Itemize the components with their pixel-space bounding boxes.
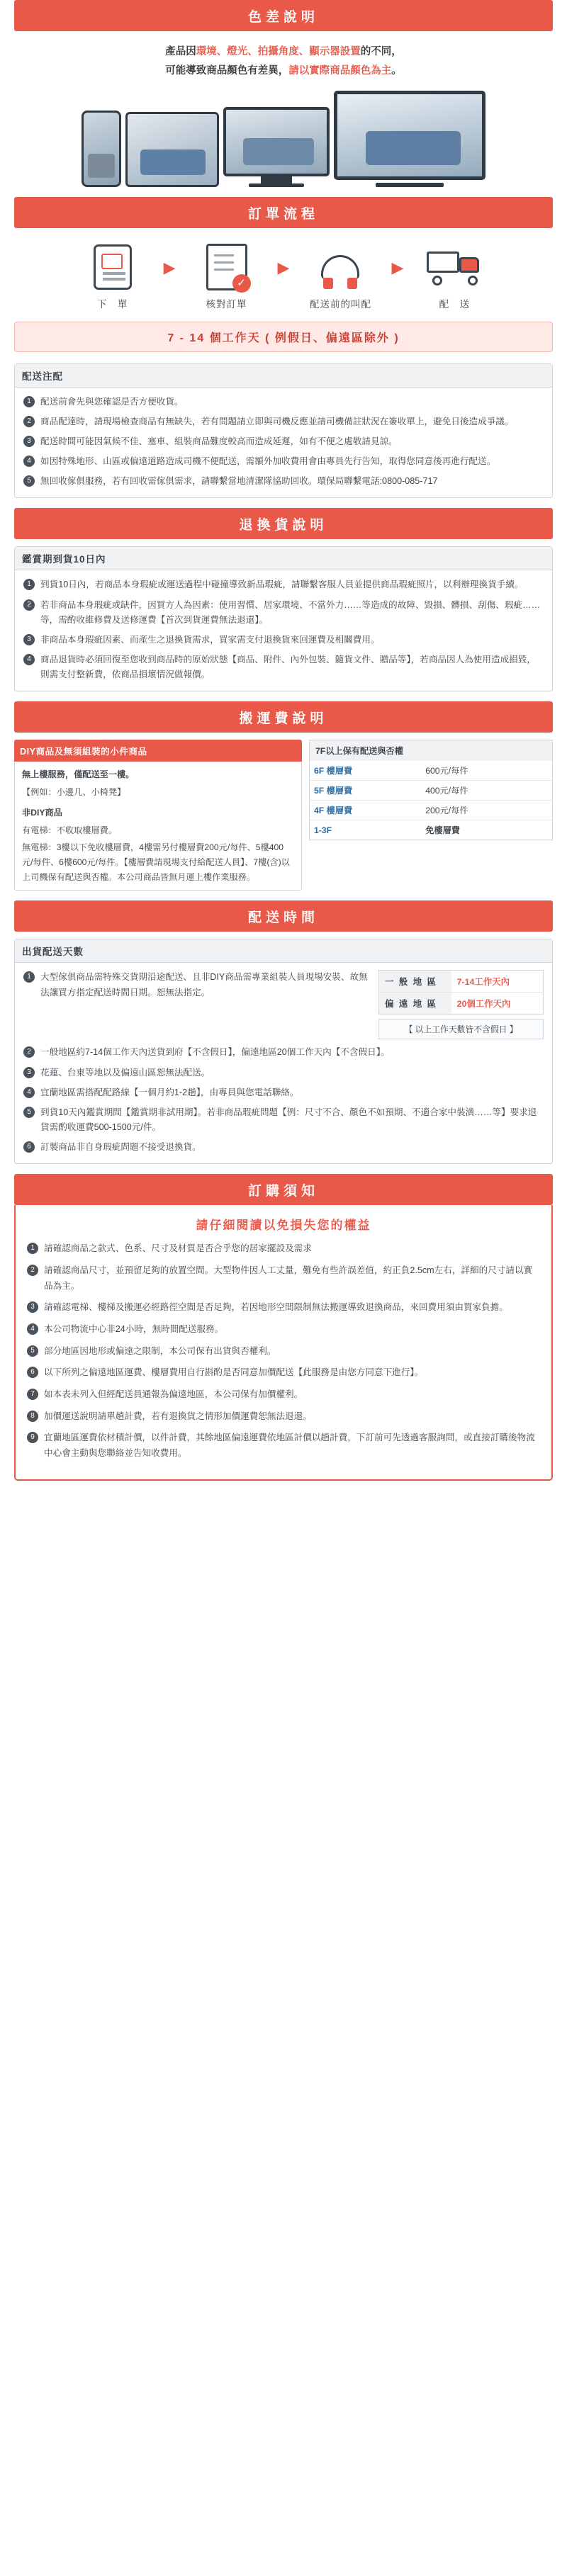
floor-fee: 200元/每件 [421,801,552,820]
list-item [27,1263,540,1294]
list-text: 花蓮、台東等地以及偏遠山區恕無法配送。 [40,1067,210,1078]
section-title-shipping-fee: 搬運費說明 [14,701,553,733]
list-text: 訂製商品非自身瑕疵問題不接受退換貨。 [40,1142,201,1153]
lead-time-banner: 7 - 14 個工作天 ( 例假日、偏遠區除外 ) [14,322,553,352]
monitor-icon [223,107,330,187]
list-number: 2 [27,1265,38,1276]
color-line2-b: 。 [391,64,402,77]
list-item [23,1140,544,1155]
truck-icon [427,249,482,286]
list-item [23,598,544,628]
color-line2-a: 可能導致商品顏色有差異， [165,64,289,77]
list-number: 1 [23,971,35,983]
delivery-time-box-title: 出貨配送天數 [15,939,552,963]
list-number: 3 [27,1301,38,1313]
shipping-rules-box [14,363,553,499]
shipping-rules-list [23,395,544,490]
list-item [23,1085,544,1100]
list-item [27,1300,540,1316]
list-item [27,1344,540,1360]
shipping-rules-title: 配送注配 [15,364,552,388]
flow-step-order [64,241,161,310]
section-title-returns: 退換貨說明 [14,508,553,539]
table-row [309,820,552,840]
cart-icon [94,244,132,290]
list-text: 到貨10日內，若商品本身瑕疵或運送過程中碰撞導致新品瑕疵，請聯繫客服人員並提供商品瑕疵照片，以利辦理換貨手續。 [40,580,524,590]
section-title-color-notice: 色差說明 [14,0,553,31]
list-text: 本公司物流中心非24小時，無時間配送服務。 [44,1324,224,1335]
tv-icon [334,91,485,187]
list-item [27,1241,540,1257]
list-text: 以下所列之偏遠地區運費、樓層費用自行斟酌是否同意加價配送【此服務是由您方同意下進行】。 [44,1367,424,1378]
table-row [379,993,544,1015]
list-text: 宜蘭地區需搭配配路線【一個月約1-2趟】，由專員與您電話聯絡。 [40,1087,299,1097]
list-text: 請確認商品尺寸，並預留足夠的放置空間。大型物件因人工丈量，難免有些許誤差值，約正負2.5cm左右，詳細的尺寸請以實品為主。 [44,1265,533,1291]
list-text: 商品退貨時必須回復至您收到商品時的原始狀態【商品、附件、內外包裝、隨貨文件、贈品等】，若商品因人為使用造成損毀，則需支付整新費，依商品損壞情況做報價。 [40,655,536,680]
fee-diy-head: DIY商品及無須組裝的小件商品 [14,740,302,762]
list-number: 9 [27,1432,38,1443]
flow-step-label: 核對訂單 [206,298,247,310]
list-text: 宜蘭地區運費依材積計價，以件計費，其餘地區偏遠運費依地區計價以趟計費，下訂前可先透過客服詢問，或直接訂購後物流中心會主動與您聯絡並告知收費用。 [44,1433,535,1458]
section-title-delivery-time: 配送時間 [14,900,553,932]
list-number: 5 [23,1107,35,1118]
list-item [23,577,544,592]
flow-arrow-icon: ▶ [277,258,290,276]
delivery-time-list [23,970,370,1000]
list-text: 大型傢俱商品需特殊交貨期沿途配送、且非DIY商品需專業組裝人員現場安裝、故無法讓買方指定配送時間日期。恕無法指定。 [40,972,368,998]
list-number: 6 [23,1141,35,1153]
shipping-fee-tables [14,740,553,891]
list-text: 如因特殊地形、山區或偏遠道路造成司機不便配送，需額外加收費用會由專員先行告知，取得您同意後再進行配送。 [40,456,496,467]
section-title-order-flow: 訂單流程 [14,197,553,228]
list-number: 4 [23,456,35,467]
color-line1-a: 產品因 [165,46,196,57]
delivery-time-box [14,939,553,1164]
list-item [23,434,544,449]
list-item [23,653,544,682]
list-text: 到貨10天內鑑賞期間【鑑賞期非試用期】。若非商品瑕疵問題【例：尺寸不合、顏色不如預期、不適合家中裝潢……等】要求退貨需酌收運費500-1500元/件。 [40,1107,537,1133]
tablet-icon [125,112,219,187]
list-item [27,1409,540,1425]
list-text: 商品配達時，請現場檢查商品有無缺失，若有問題請立即與司機反應並請司機備註狀況在簽收單上，避免日後造成爭議。 [40,416,514,426]
table-row [309,781,552,801]
floor-fee: 400元/每件 [421,781,552,801]
flow-arrow-icon: ▶ [163,258,176,276]
fee-diy-p1: 無上樓服務，僅配送至一樓。 [22,769,135,780]
list-number: 3 [23,436,35,447]
list-text: 請確認商品之款式、色系、尺寸及材質是否合乎您的居家擺設及需求 [44,1243,312,1254]
fee-left-column [14,740,302,891]
flow-step-call [292,241,388,310]
list-number: 2 [23,1046,35,1058]
region-lead-time-note: 【 以上工作天數皆不含假日 】 [378,1019,544,1039]
region-label: 偏 遠 地 區 [379,993,451,1015]
floor-label: 4F 樓層費 [309,801,421,820]
list-number: 1 [23,579,35,590]
list-item [23,414,544,429]
region-label: 一 般 地 區 [379,971,451,993]
region-lead-time-table [378,970,544,1015]
floor-label: 5F 樓層費 [309,781,421,801]
list-item [23,474,544,489]
returns-box-title: 鑑賞期到貨10日內 [15,547,552,570]
list-text: 加價運送說明請單趟計費，若有退換貨之情形加價運費恕無法退還。 [44,1411,312,1421]
region-value: 7-14工作天內 [451,971,544,993]
order-notice-heading: 請仔細閱讀以免損失您的權益 [196,1219,371,1233]
flow-step-verify [179,241,275,310]
table-row [379,971,544,993]
section-title-order-notice: 訂購須知 [14,1174,553,1205]
delivery-time-list-rest [23,1045,544,1155]
list-number: 7 [27,1389,38,1400]
phone-call-icon [318,247,362,288]
list-text: 若非商品本身瑕疵或缺件，因買方人為因素：使用習慣、居家環境、不當外力……等造成的故障、毀損、髒損、刮傷、瑕疵……等，需酌收維修費及送修運費【首次到貨運費無法退還】。 [40,599,541,625]
list-item [23,970,370,1000]
list-item [23,1066,544,1080]
color-line2-highlight: 請以實際商品顏色為主 [288,64,392,77]
fee-nondiy-p3: 有電梯：不收取樓層費。 [22,825,118,835]
table-row [309,801,552,820]
list-item [23,395,544,409]
flow-step-delivery [406,241,503,310]
flow-step-label: 配 送 [439,298,471,310]
list-item [27,1365,540,1381]
list-text: 配送時間可能因氣候不佳、塞車、組裝商品難度較高而造成延遲，如有不便之處敬請見諒。 [40,436,398,446]
fee-right-column [309,740,553,891]
list-text: 無回收傢俱服務，若有回收需傢俱需求，請聯繫當地清潔隊協助回收。環保局聯繫電話:0800-085-717 [40,476,438,487]
table-row [309,761,552,781]
list-text: 部分地區因地形或偏遠之限制，本公司保有出貨與否權利。 [44,1345,276,1356]
list-text: 一般地區約7-14個工作天內送貨到府【不含假日】，偏遠地區20個工作天內【不含假日】。 [40,1047,390,1058]
returns-list [23,577,544,682]
list-number: 2 [23,416,35,427]
list-number: 4 [23,654,35,665]
list-number: 1 [27,1243,38,1254]
floor-fee-head: 7F以上保有配送與否權 [309,740,553,761]
list-number: 8 [27,1411,38,1422]
list-text: 非商品本身瑕疵因素、而產生之退換貨需求，買家需支付退換貨來回運費及相關費用。 [40,634,380,645]
list-item [23,454,544,469]
list-text: 配送前會先與您確認是否方便收貨。 [40,396,184,407]
order-notice-box [14,1205,553,1480]
flow-step-label: 下 單 [96,298,128,310]
list-item [23,633,544,648]
list-number: 1 [23,396,35,407]
list-number: 3 [23,1067,35,1078]
list-text: 如本表未列入但經配送員通報為偏遠地區，本公司保有加價權利。 [44,1389,303,1400]
list-item [23,1105,544,1135]
color-line1-highlight: 環境、燈光、拍攝角度、顯示器設置 [196,46,361,57]
floor-label: 1-3F [313,825,332,835]
list-item [27,1430,540,1461]
returns-box [14,546,553,691]
phone-icon [82,111,121,187]
list-number: 6 [27,1367,38,1378]
floor-label: 6F 樓層費 [309,761,421,781]
floor-fee: 免樓層費 [425,825,460,836]
region-value: 20個工作天內 [456,999,511,1010]
fee-nondiy-p4: 無電梯：3樓以下免收樓層費，4樓需另付樓層費200元/每件、5樓400元/每件、6樓600元/每件。【樓層費請現場支付給配送人員】、7樓(含)以上司機保有配送與否權。本公司商品皆無月運上樓作業服務。 [22,842,290,882]
fee-diy-p2: 【例如：小邊几、小椅凳】 [22,787,126,798]
list-item [27,1387,540,1403]
device-illustration-group [0,88,567,197]
order-flow-steps [0,228,567,317]
list-number: 5 [27,1345,38,1357]
list-number: 4 [27,1323,38,1335]
list-number: 3 [23,634,35,645]
fee-nondiy-subtitle: 非DIY商品 [22,807,62,818]
list-text: 請確認電梯、樓梯及搬運必經路徑空間是否足夠，若因地形空間限制無法搬運導致退換商品，來回費用須由買家負擔。 [44,1302,508,1313]
flow-step-label: 配送前的叫配 [309,298,371,310]
checklist-icon [206,244,247,290]
list-number: 4 [23,1087,35,1098]
list-item [27,1322,540,1338]
flow-arrow-icon: ▶ [391,258,404,276]
floor-fee-table [309,761,553,840]
list-number: 5 [23,475,35,487]
list-number: 2 [23,599,35,611]
floor-fee: 600元/每件 [421,761,552,781]
color-notice-text [0,31,567,88]
color-line1-b: 的不同， [360,46,402,57]
list-item [23,1045,544,1060]
order-notice-list [27,1241,540,1461]
